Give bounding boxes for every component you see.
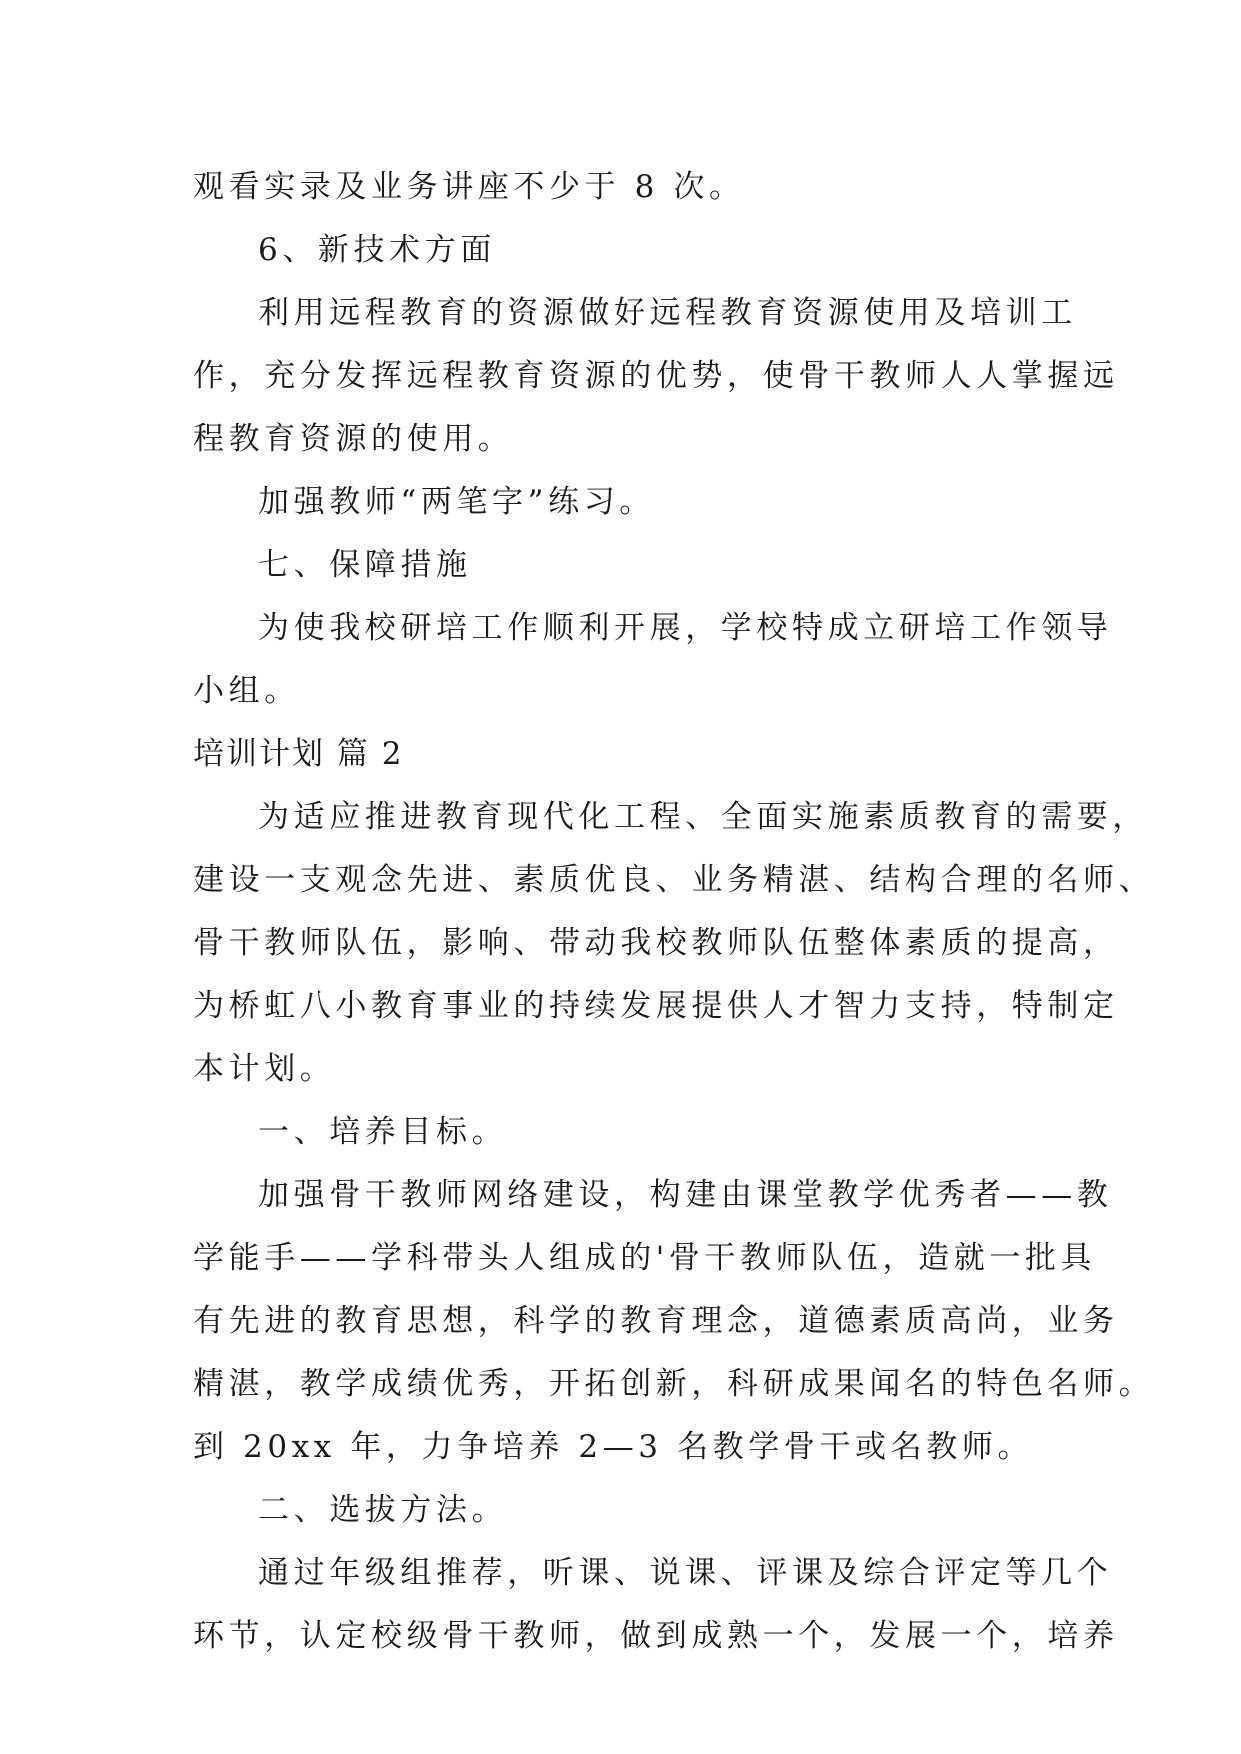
body-line: 有先进的教育思想，科学的教育理念，道德素质高尚，业务 (193, 1303, 1119, 1339)
body-line: 小组。 (193, 673, 300, 709)
body-line: 通过年级组推荐，听课、说课、评课及综合评定等几个 (258, 1555, 1113, 1591)
body-line: 到 20xx 年，力争培养 2—3 名教学骨干或名教师。 (193, 1429, 1034, 1465)
body-line: 观看实录及业务讲座不少于 8 次。 (193, 169, 745, 205)
body-line: 为桥虹八小教育事业的持续发展提供人才智力支持，特制定 (193, 988, 1119, 1024)
document-body (193, 156, 1155, 1668)
body-line: 程教育资源的使用。 (193, 421, 514, 457)
body-line: 为使我校研培工作顺利开展，学校特成立研培工作领导 (258, 610, 1113, 646)
section-heading: 一、培养目标。 (258, 1114, 508, 1150)
body-line: 加强教师“两笔字”练习。 (258, 484, 655, 520)
section-heading: 七、保障措施 (258, 547, 472, 583)
body-line: 学能手——学科带头人组成的'骨干教师队伍，造就一批具 (193, 1240, 1097, 1276)
article-title: 培训计划 篇 2 (193, 736, 404, 772)
body-line: 骨干教师队伍，影响、带动我校教师队伍整体素质的提高， (193, 925, 1119, 961)
body-line: 利用远程教育的资源做好远程教育资源使用及培训工 (258, 295, 1077, 331)
section-heading: 6、新技术方面 (258, 232, 496, 268)
body-line: 环节，认定校级骨干教师，做到成熟一个，发展一个，培养 (193, 1618, 1119, 1654)
body-line: 精湛，教学成绩优秀，开拓创新，科研成果闻名的特色名师。 (193, 1366, 1155, 1402)
body-line: 本计划。 (193, 1051, 336, 1087)
body-line: 作，充分发挥远程教育资源的优势，使骨干教师人人掌握远 (193, 358, 1119, 394)
body-line: 建设一支观念先进、素质优良、业务精湛、结构合理的名师、 (193, 862, 1155, 898)
body-line: 为适应推进教育现代化工程、全面实施素质教育的需要， (258, 799, 1148, 835)
section-heading: 二、选拔方法。 (258, 1492, 508, 1528)
body-line: 加强骨干教师网络建设，构建由课堂教学优秀者——教 (258, 1177, 1113, 1213)
